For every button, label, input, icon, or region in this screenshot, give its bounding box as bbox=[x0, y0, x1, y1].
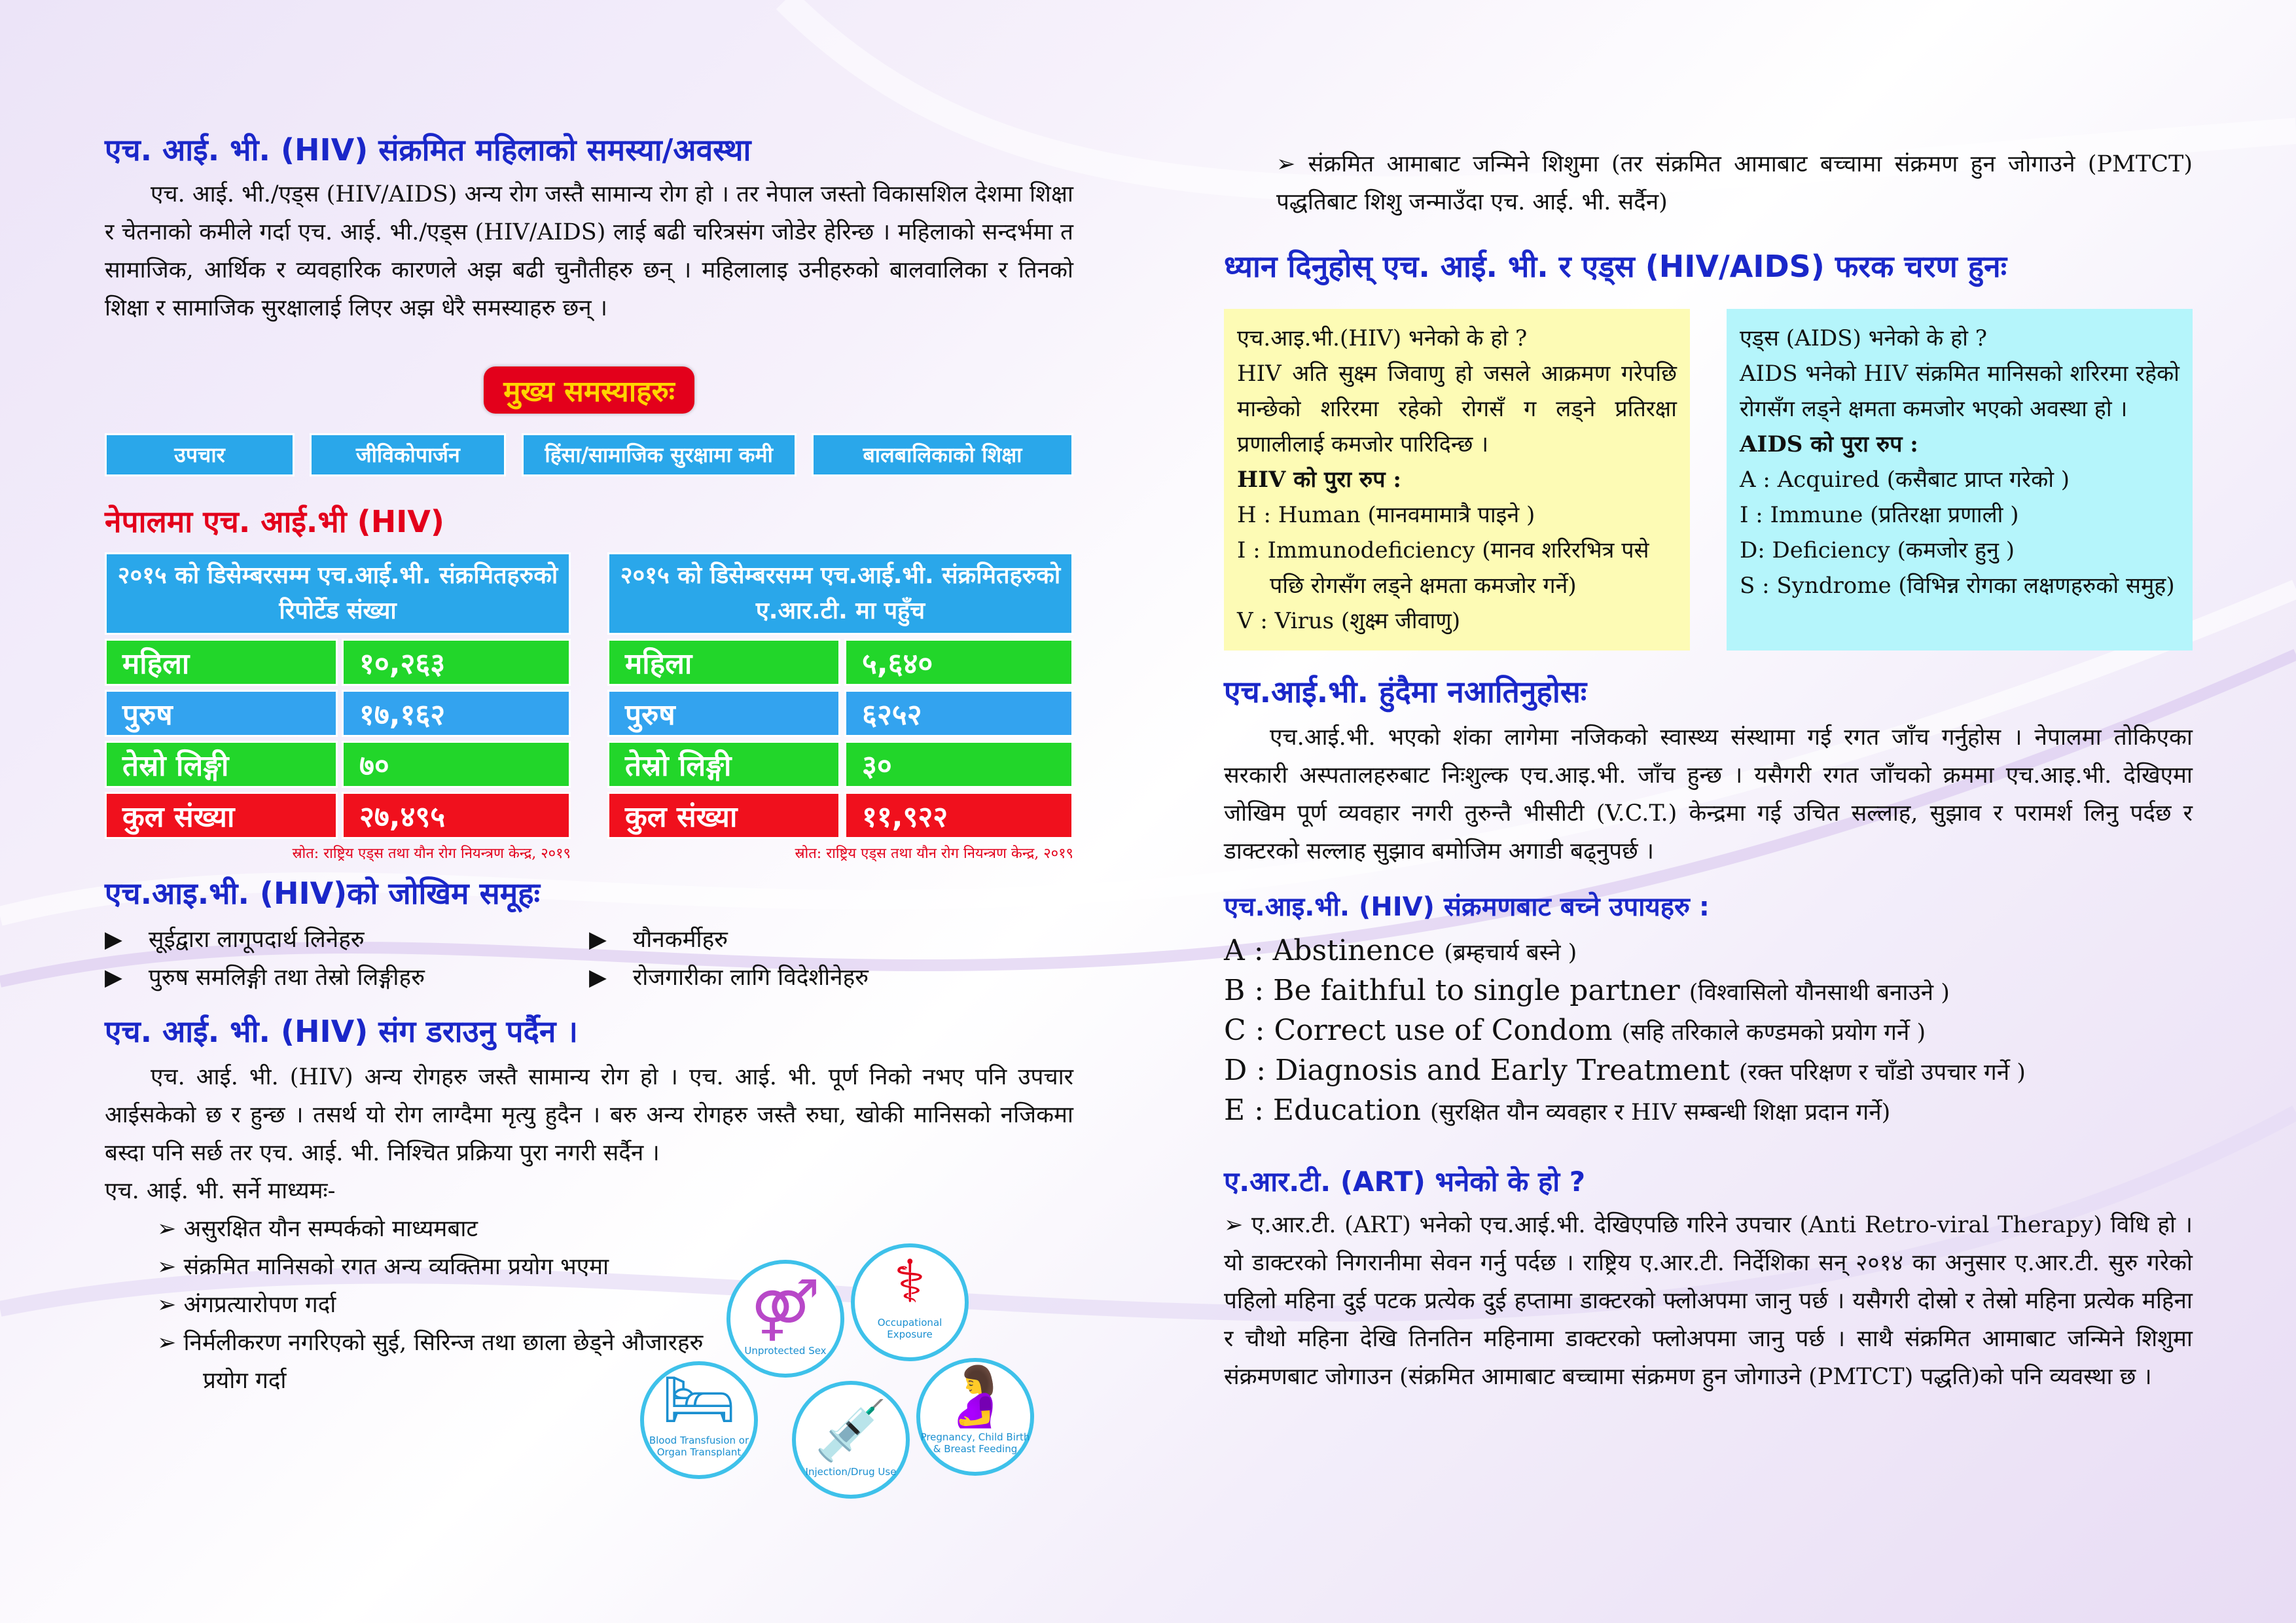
row-value: ६२५२ bbox=[844, 690, 1073, 737]
arrow-bullet-icon: ➢ bbox=[1224, 1212, 1251, 1239]
risk-groups-list bbox=[105, 921, 1073, 997]
list-item: C : Correct use of Condom (सहि तरिकाले कण्डमको प्रयोग गर्ने ) bbox=[1224, 1013, 1926, 1047]
art-paragraph: ➢ ए.आर.टी. (ART) भनेको एच.आई.भी. देखिएपछि गरिने उपचार (Anti Retro-viral Therapy) विधि हो । यो डाक्टरको निगरानीमा सेवन गर्नु पर्दछ । राष्ट्रिय ए.आर.टी. निर्देशिका सन् २०१४ का अनुसार ए.आर.टी. सुरु गरेको पहिलो महिना दुई पटक प्रत्येक दुई हप्तामा डाक्टरको फ्लोअपमा जानु पर्छ । यसैगरी दोस्रो र तेस्रो महिना प्रत्येक महिना र चौथो महिना देखि तिनतिन महिनामा डाक्टरको फ्लोअपमा जानु पर्छ । साथै संक्रमित आमाबाट जन्मिने शिशुमा संक्रमणबाट जोगाउन (संक्रमित आमाबाट बच्चामा संक्रमण हुन जोगाउने (PMTCT) पद्धति)को पनि व्यवस्था छ । bbox=[1224, 1212, 2193, 1391]
list-item: ➢ संक्रमित मानिसको रगत अन्य व्यक्तिमा प्रयोग भएमा bbox=[157, 1254, 609, 1281]
arrow-bullet-icon: ➢ bbox=[157, 1330, 184, 1357]
pmtct-bullet: ➢ संक्रमित आमाबाट जन्मिने शिशुमा (तर संक्रमित आमाबाट बच्चामा संक्रमण हुन जोगाउने (PMTCT) पद्धतिबाट शिशु जन्माउँदा एच. आई. भी. सर्दैन) bbox=[1276, 151, 2193, 215]
hiv-definition-box bbox=[1224, 309, 1690, 651]
table-row bbox=[607, 741, 1073, 788]
row-label: महिला bbox=[105, 639, 338, 686]
row-value: ७० bbox=[342, 741, 571, 788]
list-item: A : Abstinence (ब्रम्हचार्य बस्ने ) bbox=[1224, 933, 1577, 967]
main-problems-title-wrap bbox=[105, 366, 1073, 414]
table-header: २०१५ को डिसेम्बरसम्म एच.आई.भी. संक्रमितहरुको रिपोर्टेड संख्या bbox=[105, 552, 571, 635]
prevention-list bbox=[1224, 932, 2193, 1132]
table-row bbox=[105, 690, 571, 737]
row-label: महिला bbox=[607, 639, 840, 686]
list-item: ▶ सूईद्वारा लागूपदार्थ लिनेहरु bbox=[105, 927, 365, 954]
transmission-intro: एच. आई. भी. सर्ने माध्यमः- bbox=[105, 1178, 336, 1205]
list-item: ▶ पुरुष समलिङ्गी तथा तेस्रो लिङ्गीहरु bbox=[105, 965, 425, 991]
pregnancy-icon: 🤰 Pregnancy, Child Birth & Breast Feeding bbox=[916, 1358, 1034, 1476]
row-label: पुरुष bbox=[607, 690, 840, 737]
unprotected-sex-icon: ⚤ Unprotected Sex bbox=[726, 1260, 844, 1378]
aids-letter-a: A : Acquired (कसैबाट प्राप्त गरेको ) bbox=[1740, 466, 2070, 493]
prevention-heading: एच.आइ.भी. (HIV) संक्रमणबाट बच्ने उपायहरु : bbox=[1224, 891, 1710, 922]
triangle-bullet-icon: ▶ bbox=[589, 965, 607, 991]
main-problems-title: मुख्य समस्याहरुः bbox=[484, 366, 694, 414]
row-value: २७,४९५ bbox=[342, 792, 571, 839]
hiv-question: एच.आइ.भी.(HIV) भनेको के हो ? bbox=[1237, 325, 1528, 351]
art-access-table bbox=[607, 552, 1073, 863]
aids-letter-i: I : Immune (प्रतिरक्षा प्रणाली ) bbox=[1740, 501, 2019, 528]
art-heading: ए.आर.टी. (ART) भनेको के हो ? bbox=[1224, 1165, 1586, 1198]
aids-letter-s: S : Syndrome (विभिन्न रोगका लक्षणहरुको समुह) bbox=[1740, 572, 2175, 599]
hiv-letter-v: V : Virus (शुक्ष्म जीवाणु) bbox=[1237, 607, 1461, 634]
no-fear-heading: एच. आई. भी. (HIV) संग डराउनु पर्दैन । bbox=[105, 1014, 578, 1050]
aids-letter-d: D: Deficiency (कमजोर हुनु ) bbox=[1740, 537, 2015, 563]
hiv-aids-boxes bbox=[1224, 309, 2193, 651]
aids-definition-box bbox=[1727, 309, 2193, 651]
aids-full-form-title: AIDS को पुरा रुप : bbox=[1740, 431, 1918, 457]
arrow-bullet-icon: ➢ bbox=[157, 1254, 184, 1281]
row-label: कुल संख्या bbox=[607, 792, 840, 839]
transmission-list bbox=[157, 1210, 720, 1400]
row-label: तेस्रो लिङ्गी bbox=[607, 741, 840, 788]
risk-groups-heading: एच.आइ.भी. (HIV)को जोखिम समूहः bbox=[105, 875, 540, 911]
dont-panic-paragraph: एच.आई.भी. भएको शंका लागेमा नजिकको स्वास्थ्य संस्थामा गई रगत जाँच गर्नुहोस । नेपालमा तोकिएका सरकारी अस्पतालहरुबाट निःशुल्क एच.आइ.भी. जाँच हुन्छ । यसैगरी रगत जाँचको क्रममा एच.आइ.भी. देखिएमा जोखिम पूर्ण व्यवहार नगरी तुरुन्तै भीसीटी (V.C.T.) केन्द्रमा गई उचित सल्लाह, सुझाव र परामर्श लिनु पर्दछ र डाक्टरको सल्लाह सुझाव बमोजिम अगाडी बढ्नुपर्छ । bbox=[1224, 724, 2193, 865]
main-problems-list bbox=[105, 433, 1073, 476]
row-value: ३० bbox=[844, 741, 1073, 788]
list-item: ▶ रोजगारीका लागि विदेशीनेहरु bbox=[589, 965, 869, 991]
left-column bbox=[105, 131, 1073, 1400]
no-fear-paragraph: एच. आई. भी. (HIV) अन्य रोगहरु जस्तै सामान्य रोग हो । एच. आई. भी. पूर्ण निको नभए पनि उपचार आईसकेको छ र हुन्छ । तसर्थ यो रोग लाग्दैमा मृत्यु हुदैन । बरु अन्य रोगहरु जस्तै रुघा, खोकी मानिसको नजिकमा बस्दा पनि सर्छ तर एच. आई. भी. निश्चित प्रक्रिया पुरा नगरी सर्दैन । bbox=[105, 1064, 1073, 1167]
triangle-bullet-icon: ▶ bbox=[589, 927, 607, 954]
blood-transfusion-icon: 🛏 Blood Transfusion or Organ Transplant bbox=[640, 1361, 758, 1479]
aids-answer: AIDS भनेको HIV संक्रमित मानिसको शरिरमा रहेको रोगसँग लड्ने क्षमता कमजोर भएको अवस्था हो । bbox=[1740, 360, 2179, 422]
occupational-exposure-icon: ⚕ Occupational Exposure bbox=[851, 1243, 969, 1361]
dont-panic-heading: एच.आई.भी. हुंदैमा नआतिनुहोसः bbox=[1224, 673, 1587, 709]
triangle-bullet-icon: ▶ bbox=[105, 927, 122, 954]
list-item: D : Diagnosis and Early Treatment (रक्त परिक्षण र चाँडो उपचार गर्ने ) bbox=[1224, 1053, 2026, 1087]
problem-violence: हिंसा/सामाजिक सुरक्षामा कमी bbox=[522, 433, 797, 476]
nepal-hiv-heading: नेपालमा एच. आई.भी (HIV) bbox=[105, 503, 444, 539]
table-source: स्रोत: राष्ट्रिय एड्स तथा यौन रोग नियन्त्रण केन्द्र, २०१९ bbox=[292, 845, 571, 862]
table-row bbox=[105, 741, 571, 788]
problems-paragraph: एच. आई. भी./एड्स (HIV/AIDS) अन्य रोग जस्तै सामान्य रोग हो । तर नेपाल जस्तो विकासशिल देशमा शिक्षा र चेतनाको कमीले गर्दा एच. आई. भी./एड्स (HIV/AIDS) लाई बढी चरित्रसंग जोडेर हेरिन्छ । महिलाको सन्दर्भमा त सामाजिक, आर्थिक र व्यवहारिक कारणले अझ बढी चुनौतीहरु छन् । महिलालाइ उनीहरुको बालवालिका र तिनको शिक्षा र सामाजिक सुरक्षालाई लिएर अझ धेरै समस्याहरु छन् । bbox=[105, 181, 1073, 321]
list-item: ➢ निर्मलीकरण नगरिएको सुई, सिरिन्ज तथा छाला छेड्ने औजारहरु प्रयोग गर्दा bbox=[157, 1330, 704, 1395]
list-item: ➢ अंगप्रत्यारोपण गर्दा bbox=[157, 1292, 336, 1319]
row-label: पुरुष bbox=[105, 690, 338, 737]
reported-cases-table bbox=[105, 552, 571, 863]
table-row bbox=[105, 639, 571, 686]
hiv-full-form-title: HIV को पुरा रुप : bbox=[1237, 466, 1401, 493]
table-row bbox=[105, 792, 571, 839]
stages-heading: ध्यान दिनुहोस् एच. आई. भी. र एड्स (HIV/AIDS) फरक चरण हुनः bbox=[1224, 249, 2007, 284]
row-label: तेस्रो लिङ्गी bbox=[105, 741, 338, 788]
row-value: १७,१६२ bbox=[342, 690, 571, 737]
list-item: ▶ यौनकर्मीहरु bbox=[589, 927, 728, 954]
list-item: B : Be faithful to single partner (विश्वासिलो यौनसाथी बनाउने ) bbox=[1224, 973, 1950, 1007]
aids-question: एड्स (AIDS) भनेको के हो ? bbox=[1740, 325, 1987, 351]
row-value: १०,२६३ bbox=[342, 639, 571, 686]
table-row bbox=[607, 792, 1073, 839]
table-row bbox=[607, 639, 1073, 686]
table-row bbox=[607, 690, 1073, 737]
problem-livelihood: जीविकोपार्जन bbox=[310, 433, 506, 476]
arrow-bullet-icon: ➢ bbox=[157, 1292, 184, 1319]
arrow-bullet-icon: ➢ bbox=[157, 1216, 184, 1243]
injection-drug-icon: 💉 Injection/Drug Use bbox=[792, 1381, 910, 1499]
row-value: ५,६४० bbox=[844, 639, 1073, 686]
list-item: E : Education (सुरक्षित यौन व्यवहार र HIV सम्बन्धी शिक्षा प्रदान गर्ने) bbox=[1224, 1093, 1891, 1127]
hiv-answer: HIV अति सुक्ष्म जिवाणु हो जसले आक्रमण गरेपछि मान्छेको शरिरमा रहेको रोगसँ ग लड्ने प्रतिरक्षा प्रणालीलाई कमजोर पारिदिन्छ । bbox=[1237, 360, 1677, 457]
arrow-bullet-icon: ➢ bbox=[1276, 151, 1308, 177]
row-value: ११,९२२ bbox=[844, 792, 1073, 839]
stats-tables bbox=[105, 552, 1073, 863]
problems-heading: एच. आई. भी. (HIV) संक्रमित महिलाको समस्या/अवस्था bbox=[105, 132, 751, 168]
triangle-bullet-icon: ▶ bbox=[105, 965, 122, 991]
table-source: स्रोत: राष्ट्रिय एड्स तथा यौन रोग नियन्त्रण केन्द्र, २०१९ bbox=[795, 845, 1073, 862]
row-label: कुल संख्या bbox=[105, 792, 338, 839]
right-column bbox=[1224, 145, 2193, 1396]
list-item: ➢ असुरक्षित यौन सम्पर्कको माध्यमबाट bbox=[157, 1216, 478, 1243]
hiv-letter-i: I : Immunodeficiency (मानव शरिरभित्र पसे पछि रोगसँग लड्ने क्षमता कमजोर गर्ने) bbox=[1237, 537, 1649, 599]
problem-treatment: उपचार bbox=[105, 433, 295, 476]
problem-child-education: बालबालिकाको शिक्षा bbox=[812, 433, 1073, 476]
table-header: २०१५ को डिसेम्बरसम्म एच.आई.भी. संक्रमितहरुको ए.आर.टी. मा पहुँच bbox=[607, 552, 1073, 635]
hiv-letter-h: H : Human (मानवमामात्रै पाइने ) bbox=[1237, 501, 1535, 528]
